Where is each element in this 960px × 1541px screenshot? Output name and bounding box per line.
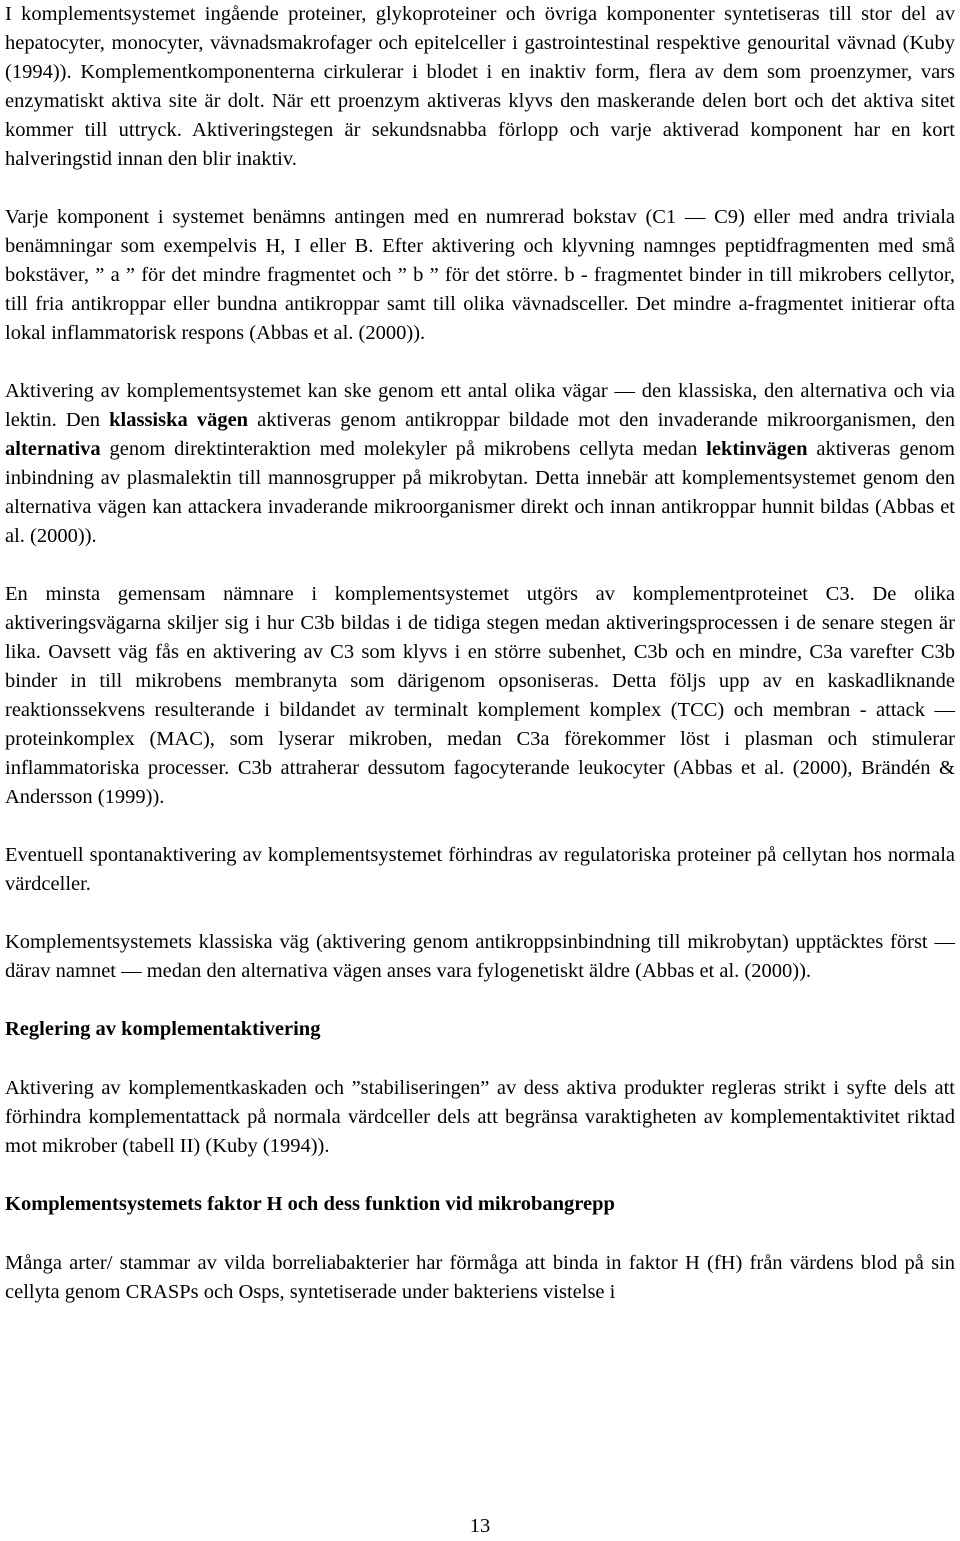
paragraph-2 — [5, 203, 955, 348]
text-segment: genom direktinteraktion med molekyler på mikrobens cellyta medan — [100, 438, 707, 460]
text-segment: I komplementsystemet ingående proteiner, glykoproteiner och övriga komponenter syntetiseras till stor del av hepatocyter, monocyter, vävnadsmakrofager och epitelceller i gastrointestinal respektive genourital vävnad (Kuby (1994)). Komplementkomponenterna cirkulerar i blodet i en inaktiv form, flera av dem som proenzymer, vars enzymatiskt aktiva site är dolt. När ett proenzym aktiveras klyvs den maskerande delen bort och det aktiva sitet kommer till uttryck. Aktiveringstegen är sekundsnabba förlopp och varje aktiverad komponent har en kort halveringstid innan den blir inaktiv. — [5, 3, 955, 170]
paragraph-1 — [5, 0, 955, 174]
page-number: 13 — [469, 1515, 491, 1537]
bold-term: klassiska vägen — [109, 409, 249, 431]
paragraph-5 — [5, 841, 955, 899]
paragraph-7: Aktivering av komplementkaskaden och ”stabiliseringen” av dess aktiva produkter regleras strikt i syfte dels att förhindra komplementattack på normala värdceller dels att begränsa varaktigheten av komplementaktivitet riktad mot mikrober (tabell II) (Kuby (1994)). — [5, 1077, 955, 1157]
text-segment: Aktivering av komplementsystemet kan ske genom ett antal olika vägar — den klassiska, den alternativa och via lektin. Den — [5, 380, 955, 431]
text-segment: aktiveras genom inbindning av plasmalektin till mannosgrupper på mikrobytan. Detta innebär att komplementsystemet genom den alternativa vägen kan attackera invaderande mikroorganismer direkt och innan antikroppar hunnit bildas (Abbas et al. (2000)). — [5, 438, 955, 547]
text-segment: Varje komponent i systemet benämns antingen med en numrerad bokstav (C1 — C9) eller med andra triviala benämningar som exempelvis H, I eller B. Efter aktivering och klyvning namnges peptidfragmenten med små bokstäver, ” a ” för det mindre fragmentet och ” b ” för det större. b - fragmentet binder in till mikrobers cellytor, till fria antikroppar eller bundna antikroppar samt till olika vävnadsceller. Det mindre a-fragmentet initierar ofta lokal inflammatorisk respons (Abbas et al. (2000)). — [5, 206, 955, 344]
text-segment: En minsta gemensam nämnare i komplementsystemet utgörs av komplementproteinet C3. De olika aktiveringsvägarna skiljer sig i hur C3b bildas i de tidiga stegen medan aktiveringsprocessen i de senare stegen är lika. Oavsett väg fås en aktivering av C3 som klyvs i en större subenhet, C3b och en mindre, C3a varefter C3b binder in till mikrobens membranyta som därigenom opsoniseras. Detta följs upp av en kaskadliknande reaktionssekvens resulterande i bildandet av terminalt komplement komplex (TCC) och membran - attack — proteinkomplex (MAC), som lyserar mikroben, medan C3a förekommer löst i plasman och stimulerar inflammatoriska processer. C3b attraherar dessutom fagocyterande leukocyter (Abbas et al. (2000), Brändén & Andersson (1999)). — [5, 583, 955, 808]
bold-term: lektinvägen — [706, 438, 808, 460]
paragraph-8: Många arter/ stammar av vilda borreliabakterier har förmåga att binda in faktor H (fH) från värdens blod på sin cellyta genom CRASPs och Osps, syntetiserade under bakteriens vistelse i — [5, 1252, 955, 1303]
paragraph-6 — [5, 928, 955, 986]
text-segment: Eventuell spontanaktivering av komplementsystemet förhindras av regulatoriska proteiner på cellytan hos normala värdceller. — [5, 844, 955, 895]
paragraph-4 — [5, 580, 955, 812]
document-page — [5, 0, 955, 1336]
text-segment: aktiveras genom antikroppar bildade mot den invaderande mikroorganismen, den — [248, 409, 955, 431]
section-heading-factor-h: Komplementsystemets faktor H och dess funktion vid mikrobangrepp — [5, 1193, 615, 1215]
text-segment: Komplementsystemets klassiska väg (aktivering genom antikroppsinbindning till mikrobytan) upptäcktes först — därav namnet — medan den alternativa vägen anses vara fylogenetiskt äldre (Abbas et al. (2000)). — [5, 931, 955, 982]
paragraph-3 — [5, 377, 955, 551]
section-heading-regulation: Reglering av komplementaktivering — [5, 1018, 321, 1040]
bold-term: alternativa — [5, 438, 101, 460]
